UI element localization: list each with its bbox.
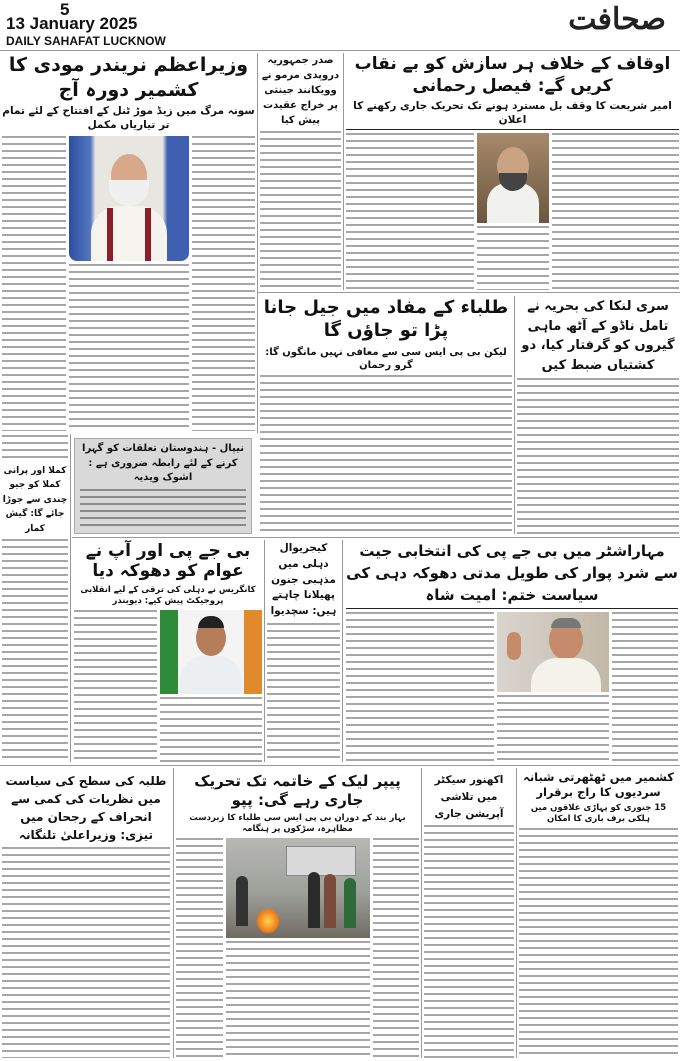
- akhnoor-headline: اکھنور سیکٹر میں تلاشی آپریشن جاری: [434, 774, 504, 820]
- divider: [0, 765, 680, 766]
- srilanka-headline: سری لنکا کی بحریہ نے تامل ناڈو کے آٹھ ماہی گیروں کو گرفتار کیا، دو کشتیاں ضبط کیں: [521, 299, 675, 373]
- maharashtra-headline: مہاراشٹر میں بی جے پی کی انتخابی جیت سے شرد پوار کی طویل مدتی دھوکہ دہی کی سیاست ختم: امیت شاہ: [346, 541, 678, 609]
- paper-name: DAILY SAHAFAT LUCKNOW: [6, 34, 166, 48]
- president-headline: صدر جمہوریہ دروپدی مرمو نے وویکانند جینتی پر خراج عقیدت پیش کیا: [261, 55, 340, 126]
- issue-date: 13 January 2025: [6, 14, 138, 33]
- modi-subhead: سونہ مرگ میں زیڈ موڑ ٹنل کے افتتاح کے لئے تمام تر تیاریاں مکمل: [2, 105, 255, 132]
- president-story: [260, 53, 341, 289]
- students-story: [260, 296, 512, 534]
- bjp-aap-headline: بی جے پی اور آپ نے عوام کو دھوکہ دیا: [85, 541, 251, 582]
- waqf-body: [552, 133, 680, 290]
- protest-photo: [226, 838, 370, 938]
- paper-leak-body: [226, 941, 370, 1058]
- modi-body-continued: [2, 435, 68, 461]
- srilanka-body: [517, 378, 679, 534]
- paper-leak-headline: پیپر لیک کے خاتمہ تک تحریک جاری رہے گی: پپو: [194, 772, 401, 809]
- kamla-story: [2, 435, 68, 762]
- paper-leak-body: [373, 838, 420, 1058]
- divider: [72, 537, 680, 538]
- devendra-yadav-photo: [160, 610, 262, 694]
- paper-leak-story: [176, 772, 419, 1058]
- masthead-divider: [0, 50, 680, 51]
- modi-body: [69, 264, 189, 431]
- bjp-aap-body: [74, 610, 157, 762]
- divider: [342, 540, 343, 762]
- bjp-aap-body: [160, 697, 262, 762]
- kamla-headline: کملا اور پرانی کملا کو جیو چندی سے جوڑا جائے گا: گیش کمار: [2, 466, 68, 534]
- modi-headline: وزیراعظم نریندر مودی کا کشمیر دورہ آج: [8, 54, 249, 101]
- waqf-story: [346, 53, 679, 290]
- divider: [258, 292, 680, 293]
- kejriwal-headline: کیجریوال دہلی میں مذہبی جنون پھیلانا چاہتے ہیں: سچدیوا: [270, 542, 337, 617]
- akhnoor-story: [424, 772, 514, 1058]
- modi-photo: [69, 136, 189, 261]
- maharashtra-body: [497, 695, 609, 762]
- waqf-subhead: امیر شریعت کا وقف بل مسترد ہونے تک تحریک جاری رکھنے کا اعلان: [346, 100, 679, 130]
- kejriwal-story: [267, 541, 340, 762]
- divider: [514, 296, 515, 534]
- telangana-headline: طلبہ کی سطح کی سیاست میں نظریات کی کمی سے انحراف کے رجحان میں تیزی: وزیراعلیٰ تلنگانہ: [5, 774, 167, 842]
- students-subhead: لیکن بی پی ایس سی سے معافی نہیں مانگوں گا: گرو رحمان: [265, 346, 507, 371]
- maharashtra-story: [346, 541, 678, 762]
- kashmir-cold-subhead: 15 جنوری کو پہاڑی علاقوں میں ہلکی برف باری کا امکان: [530, 802, 667, 824]
- divider: [70, 434, 71, 762]
- faisal-rahmani-photo: [477, 133, 549, 223]
- nepal-headline: نیپال - ہندوستان تعلقات کو گہرا کرنے کے لئے رابطہ ضروری ہے : اشوک ویدیہ: [82, 443, 244, 483]
- students-body: [260, 375, 512, 534]
- nepal-body: [80, 489, 246, 531]
- president-body: [260, 131, 341, 289]
- waqf-body: [346, 133, 474, 290]
- waqf-headline: اوقاف کے خلاف ہر سازش کو بے نقاب کریں گے: فیصل رحمانی: [354, 54, 671, 97]
- maharashtra-body: [612, 612, 678, 762]
- students-headline: طلباء کے مفاد میں جیل جانا پڑا تو جاؤں گا: [263, 297, 509, 342]
- kashmir-cold-headline: کشمیر میں ٹھٹھرتی شبانہ سردیوں کا راج برقرار: [523, 770, 674, 799]
- divider: [343, 53, 344, 290]
- kejriwal-body: [267, 623, 340, 762]
- divider: [264, 540, 265, 762]
- modi-body: [192, 136, 256, 431]
- newspaper-logo: صحافت: [568, 2, 666, 37]
- paper-leak-subhead: بہار بند کے دوران بی پی ایس سی طلباء کا زبردست مظاہرہ، سڑکوں پر ہنگامہ: [189, 812, 406, 834]
- divider: [257, 53, 258, 433]
- waqf-body: [477, 226, 549, 290]
- akhnoor-body: [424, 825, 514, 1058]
- divider: [421, 768, 422, 1058]
- modi-body: [2, 136, 66, 431]
- bjp-aap-subhead: کانگریس نے دہلی کی ترقی کے لیے انقلابی پروجیکٹ پیش کیے: دیویندر: [80, 584, 256, 606]
- nepal-box: [74, 438, 252, 534]
- srilanka-story: [517, 297, 679, 534]
- maharashtra-body: [346, 612, 494, 762]
- kamla-body: [2, 539, 68, 762]
- modi-story: [2, 53, 255, 431]
- telangana-story: [2, 772, 170, 1058]
- page-number: 5: [60, 0, 70, 19]
- telangana-body: [2, 847, 170, 1058]
- bjp-aap-story: [74, 541, 262, 762]
- amit-shah-photo: [497, 612, 609, 692]
- divider: [173, 768, 174, 1058]
- paper-leak-body: [176, 838, 223, 1058]
- kashmir-cold-story: [519, 770, 678, 1058]
- kashmir-cold-body: [519, 828, 678, 1058]
- divider: [516, 768, 517, 1058]
